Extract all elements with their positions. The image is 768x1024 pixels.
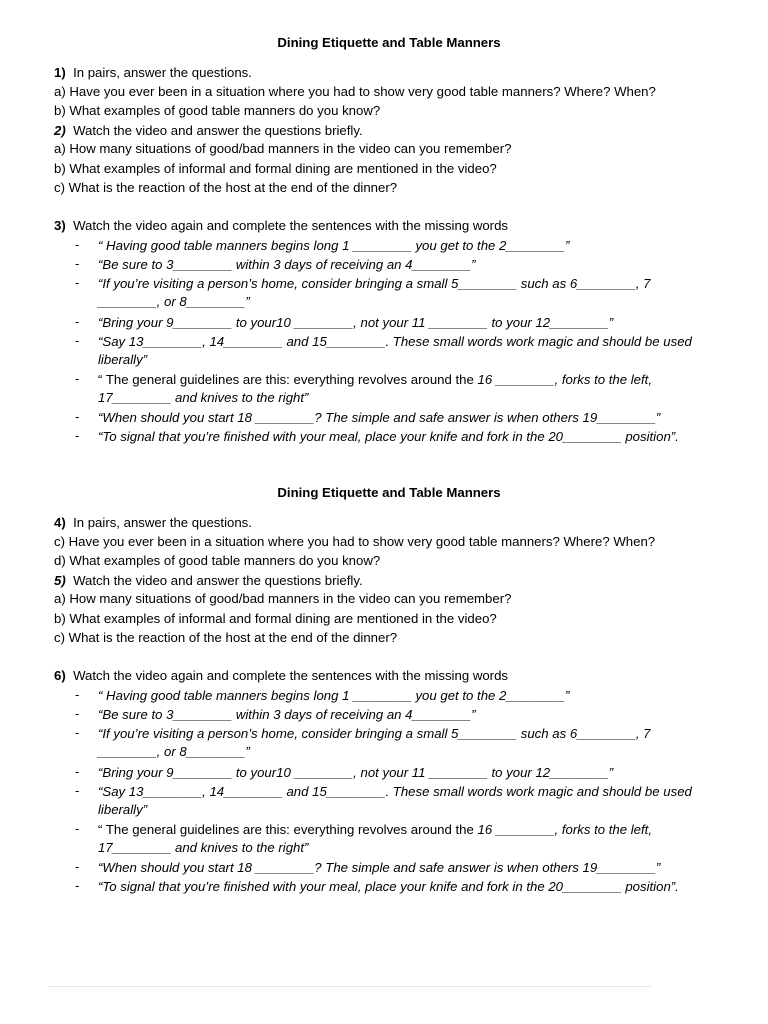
bullet-dash: - bbox=[75, 725, 80, 740]
question-6 bbox=[54, 666, 508, 685]
question-number: 1) bbox=[54, 65, 66, 80]
bullet-dash: - bbox=[75, 783, 80, 798]
question-2-b: b) What examples of informal and formal dining are mentioned in the video? bbox=[54, 161, 497, 176]
gap-fill-sentence: “Bring your 9________ to your10 ________, not your 11 ________ to your 12________” bbox=[98, 315, 614, 330]
sentence-italic-part: 16 ________, forks to the left, bbox=[477, 372, 652, 387]
bullet-dash: - bbox=[75, 371, 80, 386]
question-text: Watch the video again and complete the sentences with the missing words bbox=[73, 218, 508, 233]
question-2 bbox=[54, 121, 363, 140]
question-5-b: b) What examples of informal and formal dining are mentioned in the video? bbox=[54, 611, 497, 626]
bullet-dash: - bbox=[75, 314, 80, 329]
question-1-b: b) What examples of good table manners do you know? bbox=[54, 103, 381, 118]
gap-fill-sentence: “When should you start 18 ________? The simple and safe answer is when others 19________” bbox=[98, 860, 661, 875]
question-number: 5) bbox=[54, 573, 66, 588]
bullet-dash: - bbox=[75, 409, 80, 424]
gap-fill-sentence bbox=[98, 821, 723, 857]
question-text: In pairs, answer the questions. bbox=[73, 65, 252, 80]
sentence-italic-part: 16 ________, forks to the left, bbox=[477, 822, 652, 837]
question-number: 2) bbox=[54, 123, 66, 138]
section-title: Dining Etiquette and Table Manners bbox=[277, 485, 501, 500]
question-4-c: c) Have you ever been in a situation where you had to show very good table manners? Where? When? bbox=[54, 534, 656, 549]
gap-fill-sentence: “ Having good table manners begins long 1 ________ you get to the 2________” bbox=[98, 238, 570, 253]
gap-fill-sentence bbox=[98, 333, 723, 369]
sentence-line: “Say 13________, 14________ and 15________. These small words work magic and should be used bbox=[98, 784, 692, 799]
sentence-line: ________, or 8________” bbox=[98, 294, 250, 309]
gap-fill-sentence: “Be sure to 3________ within 3 days of receiving an 4________” bbox=[98, 257, 476, 272]
section-title: Dining Etiquette and Table Manners bbox=[277, 35, 501, 50]
question-number: 4) bbox=[54, 515, 66, 530]
bullet-dash: - bbox=[75, 687, 80, 702]
bullet-dash: - bbox=[75, 428, 80, 443]
bullet-dash: - bbox=[75, 764, 80, 779]
sentence-line: “If you’re visiting a person’s home, consider bringing a small 5________ such as 6________, 7 bbox=[98, 726, 651, 741]
question-4 bbox=[54, 513, 252, 532]
gap-fill-sentence: “ Having good table manners begins long 1 ________ you get to the 2________” bbox=[98, 688, 570, 703]
gap-fill-sentence: “To signal that you’re finished with your meal, place your knife and fork in the 20________ position”. bbox=[98, 879, 679, 894]
sentence-upright-part: “ The general guidelines are this: everything revolves around the bbox=[98, 822, 478, 837]
question-1-a: a) Have you ever been in a situation where you had to show very good table manners? Where? When? bbox=[54, 84, 656, 99]
gap-fill-sentence: “Bring your 9________ to your10 ________, not your 11 ________ to your 12________” bbox=[98, 765, 614, 780]
question-text: Watch the video and answer the questions briefly. bbox=[73, 573, 363, 588]
gap-fill-sentence bbox=[98, 783, 723, 819]
gap-fill-sentence: “To signal that you’re finished with your meal, place your knife and fork in the 20________ position”. bbox=[98, 429, 679, 444]
question-4-d: d) What examples of good table manners do you know? bbox=[54, 553, 381, 568]
gap-fill-sentence bbox=[98, 275, 723, 311]
sentence-line bbox=[98, 371, 723, 389]
sentence-line: liberally” bbox=[98, 352, 148, 367]
gap-fill-sentence: “Be sure to 3________ within 3 days of receiving an 4________” bbox=[98, 707, 476, 722]
question-number: 6) bbox=[54, 668, 66, 683]
bullet-dash: - bbox=[75, 878, 80, 893]
question-1 bbox=[54, 63, 252, 82]
question-text: Watch the video and answer the questions briefly. bbox=[73, 123, 363, 138]
question-5 bbox=[54, 571, 363, 590]
question-5-a: a) How many situations of good/bad manners in the video can you remember? bbox=[54, 591, 512, 606]
gap-fill-sentence bbox=[98, 371, 723, 407]
question-3 bbox=[54, 216, 508, 235]
sentence-line: liberally” bbox=[98, 802, 148, 817]
bullet-dash: - bbox=[75, 821, 80, 836]
gap-fill-sentence: “When should you start 18 ________? The simple and safe answer is when others 19________” bbox=[98, 410, 661, 425]
question-2-c: c) What is the reaction of the host at the end of the dinner? bbox=[54, 180, 398, 195]
question-number: 3) bbox=[54, 218, 66, 233]
bullet-dash: - bbox=[75, 333, 80, 348]
sentence-line: “Say 13________, 14________ and 15________. These small words work magic and should be used bbox=[98, 334, 692, 349]
sentence-line: ________, or 8________” bbox=[98, 744, 250, 759]
sentence-line bbox=[98, 821, 723, 839]
question-5-c: c) What is the reaction of the host at the end of the dinner? bbox=[54, 630, 398, 645]
bullet-dash: - bbox=[75, 859, 80, 874]
question-2-a: a) How many situations of good/bad manners in the video can you remember? bbox=[54, 141, 512, 156]
bullet-dash: - bbox=[75, 237, 80, 252]
bullet-dash: - bbox=[75, 706, 80, 721]
sentence-line: “If you’re visiting a person’s home, consider bringing a small 5________ such as 6________, 7 bbox=[98, 276, 651, 291]
question-text: Watch the video again and complete the sentences with the missing words bbox=[73, 668, 508, 683]
question-text: In pairs, answer the questions. bbox=[73, 515, 252, 530]
sentence-line: 17________ and knives to the right” bbox=[98, 390, 309, 405]
gap-fill-sentence bbox=[98, 725, 723, 761]
sentence-upright-part: “ The general guidelines are this: everything revolves around the bbox=[98, 372, 478, 387]
footer-divider bbox=[48, 986, 651, 987]
bullet-dash: - bbox=[75, 275, 80, 290]
bullet-dash: - bbox=[75, 256, 80, 271]
sentence-line: 17________ and knives to the right” bbox=[98, 840, 309, 855]
